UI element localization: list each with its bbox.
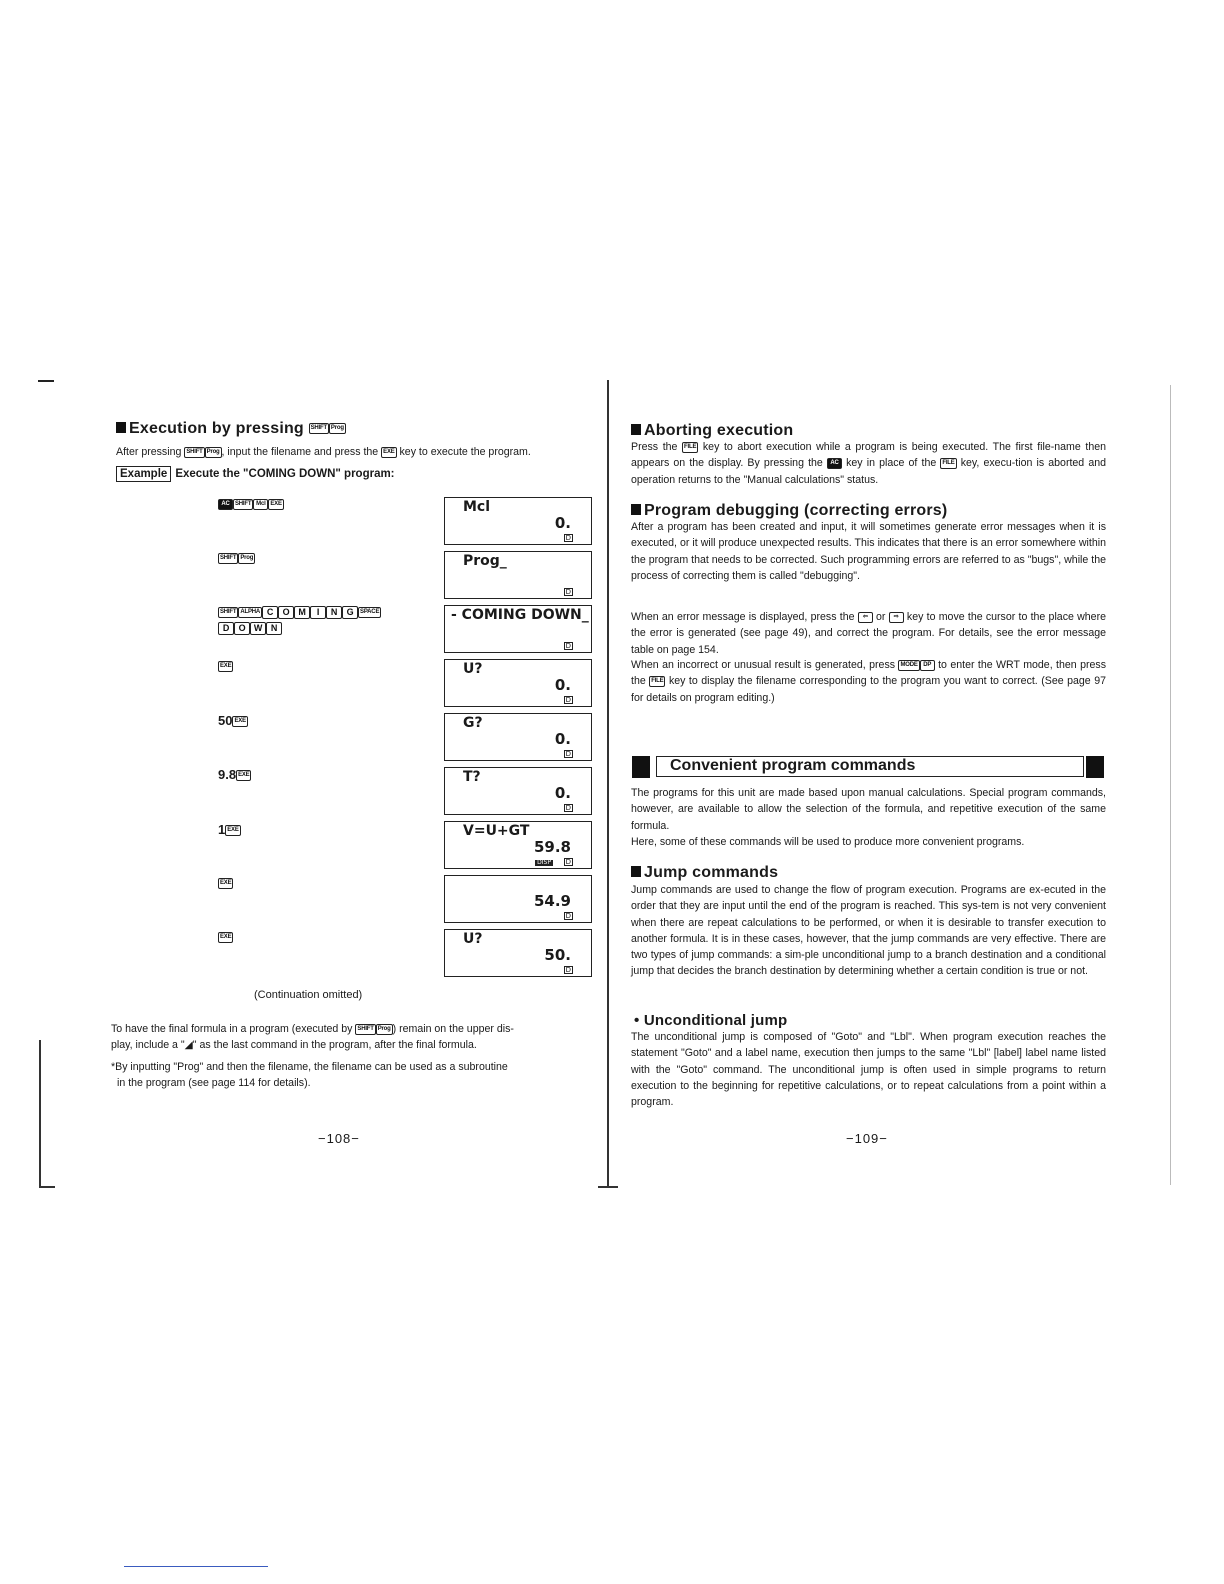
key-sequence-3 <box>218 606 381 619</box>
lcd-indicator: D <box>565 966 571 974</box>
convenient-text: The programs for this unit are made based upon manual calculations. Special program commands, however, are available to allow the selection of the formula, and repetitive execution of the same formula. <box>631 787 1106 832</box>
key-sequence-8 <box>218 877 233 889</box>
shift-key: SHIFT <box>355 1024 375 1035</box>
lcd-indicator: D <box>565 750 571 758</box>
lcd-indicator: D <box>565 858 571 866</box>
example-line <box>116 466 395 482</box>
shift-key: SHIFT <box>218 553 238 564</box>
key-sequence-4 <box>218 660 233 672</box>
o-key: O <box>234 622 250 635</box>
lcd-display-3 <box>444 605 592 653</box>
right-arrow-key: ⇨ <box>889 612 904 623</box>
lcd-indicator: D <box>565 588 571 596</box>
n-key: N <box>266 622 282 635</box>
lcd-top-line: Mcl <box>463 499 491 515</box>
lcd-display-6 <box>444 767 592 815</box>
lcd-indicator: D <box>565 534 571 542</box>
corner-mark <box>38 380 54 382</box>
unconditional-text: The unconditional jump is composed of "Goto" and "Lbl". When program execution reaches the statement "Goto" and a label name, execution then jumps to the same "Lbl" [label] label name listed with the "Goto" command. The unconditional jump is often used in simple programs to return execution to the beginning for repetitive calculations, or to repeat calculations from a point within a program. <box>631 1031 1106 1109</box>
final-formula-paragraph: To have the final formula in a program (executed by SHIFT Prog ) remain on the upper dis- play, include a "◢" as the last command in the program, after the final formula. <box>111 1023 514 1052</box>
exe-key: EXE <box>232 716 247 727</box>
center-fold-foot <box>598 1186 618 1188</box>
lcd-top-line: U? <box>463 931 483 947</box>
key-sequence-5 <box>218 713 248 728</box>
g-key: G <box>342 606 358 619</box>
edge-line-right <box>1170 385 1171 1185</box>
aborting-heading: Aborting execution <box>631 422 793 440</box>
dp-key: DP <box>920 660 935 671</box>
lcd-display-5 <box>444 713 592 761</box>
w-key: W <box>250 622 266 635</box>
lcd-indicator: D <box>565 912 571 920</box>
lcd-top-line: T? <box>463 769 481 785</box>
lcd-value: 0. <box>554 514 571 532</box>
exe-key: EXE <box>225 825 240 836</box>
lcd-top-line: G? <box>463 715 483 731</box>
shift-key: SHIFT <box>184 447 204 458</box>
left-arrow-key: ⇦ <box>858 612 873 623</box>
file-key: FILE <box>649 676 665 687</box>
exe-key: EXE <box>218 932 233 943</box>
input-value: 1 <box>218 822 226 837</box>
key-sequence-9 <box>218 931 233 943</box>
execution-intro: After pressing SHIFT Prog , input the filename and press the EXE key to execute the program. <box>116 446 531 458</box>
lcd-value: 59.8 <box>533 838 571 856</box>
lcd-value: 0. <box>554 784 571 802</box>
lcd-display-4 <box>444 659 592 707</box>
ac-key: AC <box>827 458 842 469</box>
m-key: M <box>294 606 310 619</box>
lcd-value: 0. <box>554 730 571 748</box>
jump-text: Jump commands are used to change the flow of program execution. Programs are ex-ecuted in the order that they are input until the end of the program is reached. This sys-tem is not very convenient when there are repeat calculations to be performed, or when it is desirable to transfer execution to another formula. It is in these cases, however, that the jump commands are very effective. There are two types of jump commands: a sim-ple unconditional jump to a branch destination and a conditional jump that decides the branch destination by determining whether a certain condition is true or not. <box>631 884 1106 978</box>
ac-key: AC <box>218 499 233 510</box>
debugging-text-2: When an error message is displayed, press the ⇦ or ⇨ key to move the cursor to the place where the error is generated (see page 49), and correct the program. For details, see the error message table on page 154. <box>631 611 1106 656</box>
example-label: Example <box>116 466 171 482</box>
debugging-heading: Program debugging (correcting errors) <box>631 502 947 520</box>
lcd-indicator: D <box>565 642 571 650</box>
exe-key: EXE <box>268 499 283 510</box>
alpha-key: ALPHA <box>238 607 262 618</box>
center-fold-line <box>607 380 609 1188</box>
lcd-value: 54.9 <box>533 892 571 910</box>
o-key: O <box>278 606 294 619</box>
key-sequence-2 <box>218 552 255 564</box>
bottom-rule <box>124 1566 268 1567</box>
space-key: SPACE <box>358 607 381 618</box>
bullet-square <box>116 422 126 433</box>
i-key: I <box>310 606 326 619</box>
bullet-square <box>631 866 641 877</box>
key-sequence-3b <box>218 622 282 635</box>
convenient-text-2: Here, some of these commands will be used to produce more convenient programs. <box>631 836 1025 848</box>
execution-heading-text: Execution by pressing <box>129 420 304 437</box>
lcd-disp-indicator: DISP <box>537 859 551 866</box>
shift-key: SHIFT <box>309 423 329 434</box>
exe-key: EXE <box>218 661 233 672</box>
debugging-text-3: When an incorrect or unusual result is generated, press MODE DP to enter the WRT mode, then press the FILE key to display the filename corresponding to the program you want to correct. (See page 97 for details on program editing.) <box>631 659 1106 704</box>
lcd-indicator: D <box>565 804 571 812</box>
lcd-display-2 <box>444 551 592 599</box>
exe-key: EXE <box>218 878 233 889</box>
banner-block-right <box>1086 756 1104 778</box>
n-key: N <box>326 606 342 619</box>
lcd-value: 0. <box>554 676 571 694</box>
prog-key: Prog <box>205 447 222 458</box>
binding-line-left <box>39 1040 41 1188</box>
lcd-display-8 <box>444 875 592 923</box>
lcd-top-line: V=U+GT <box>463 823 530 839</box>
lcd-display-7 <box>444 821 592 869</box>
prog-key: Prog <box>329 423 346 434</box>
shift-key: SHIFT <box>233 499 253 510</box>
subroutine-note: *By inputting "Prog" and then the filename, the filename can be used as a subroutine in the program (see page 114 for details). <box>111 1061 508 1090</box>
page-number-left: −108− <box>318 1131 360 1146</box>
binding-foot-left <box>39 1186 55 1188</box>
continuation-note: (Continuation omitted) <box>254 989 363 1001</box>
lcd-display-1 <box>444 497 592 545</box>
shift-key: SHIFT <box>218 607 238 618</box>
page-number-right: −109− <box>846 1131 888 1146</box>
prog-key: Prog <box>376 1024 393 1035</box>
exe-key: EXE <box>381 447 396 458</box>
key-sequence-1 <box>218 498 284 510</box>
file-key: FILE <box>940 458 956 469</box>
banner-block-left <box>632 756 650 778</box>
debugging-text: After a program has been created and input, it will sometimes generate error messages when it is executed, or it will produce unexpected results. This indicates that there is an error somewhere within the program that needs to be corrected. Such programming errors are referred to as "bugs", while the process of correcting them is called "debugging". <box>631 521 1106 582</box>
jump-heading: Jump commands <box>631 864 778 882</box>
key-sequence-6 <box>218 767 251 782</box>
lcd-top-line: - COMING DOWN_ <box>451 607 589 623</box>
banner-title: Convenient program commands <box>670 757 916 774</box>
lcd-value: 50. <box>544 946 571 964</box>
lcd-top-line: Prog_ <box>463 553 507 569</box>
exe-key: EXE <box>236 770 251 781</box>
bullet-square <box>631 504 641 515</box>
aborting-text: Press the FILE key to abort execution while a program is being executed. The first file-name then appears on the display. By pressing the AC key in place of the FILE key, execu-tion is aborted and operation returns to the "Manual calculations" status. <box>631 441 1106 486</box>
lcd-top-line: U? <box>463 661 483 677</box>
prog-key: Prog <box>238 553 255 564</box>
mcl-key: Mcl <box>253 499 268 510</box>
example-text: Execute the "COMING DOWN" program: <box>175 468 395 480</box>
lcd-indicator: D <box>565 696 571 704</box>
execution-heading <box>116 420 346 438</box>
input-value: 50 <box>218 713 233 728</box>
key-sequence-7 <box>218 822 241 837</box>
mode-key: MODE <box>898 660 919 671</box>
unconditional-heading: • Unconditional jump <box>634 1012 788 1029</box>
section-banner <box>632 756 1102 778</box>
lcd-display-9 <box>444 929 592 977</box>
c-key: C <box>262 606 278 619</box>
input-value: 9.8 <box>218 767 237 782</box>
d-key: D <box>218 622 234 635</box>
file-key: FILE <box>682 442 698 453</box>
bullet-square <box>631 424 641 435</box>
